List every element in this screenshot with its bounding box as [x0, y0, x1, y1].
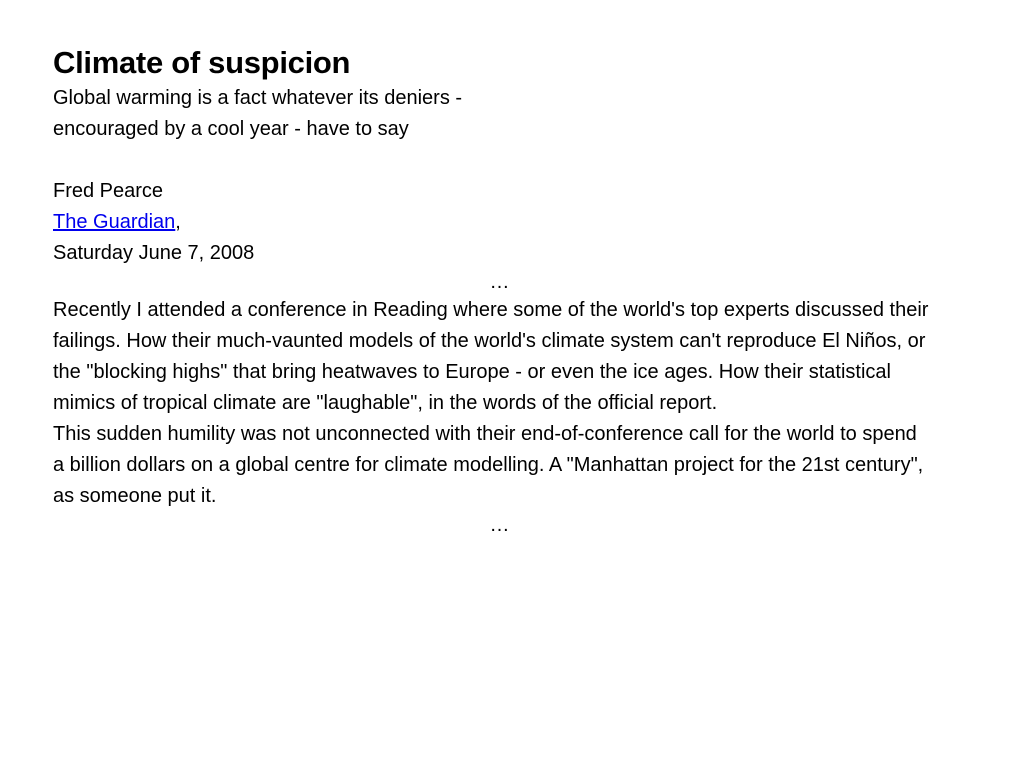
- publication-date: Saturday June 7, 2008: [53, 242, 255, 264]
- article-subtitle-line-1: Global warming is a fact whatever its deniers -: [53, 87, 463, 109]
- author-name: Fred Pearce: [53, 180, 164, 202]
- publication-line: [53, 207, 953, 238]
- paragraph-1: Recently I attended a conference in Reading where some of the world's top experts discussed their failings. How their much-vaunted models of the world's climate system can't reproduce El Niños, or the "blocking highs" that bring heatwaves to Europe - or even the ice ages. How their statistical mimics of tropical climate are "laughable", in the words of the official report.: [53, 299, 929, 414]
- publication-link[interactable]: The Guardian: [53, 211, 176, 233]
- publication-suffix: ,: [175, 211, 181, 233]
- article-subtitle-line-2: encouraged by a cool year - have to say: [53, 118, 409, 140]
- article: [53, 43, 953, 538]
- spacer: [53, 145, 953, 176]
- article-title: Climate of suspicion: [53, 45, 351, 80]
- ellipsis-top: …: [489, 271, 510, 293]
- ellipsis-bottom: …: [489, 514, 510, 536]
- paragraph-2: This sudden humility was not unconnected with their end-of-conference call for the world to spend a billion dollars on a global centre for climate modelling. A "Manhattan project for the 21st century", as someone put it.: [53, 423, 924, 507]
